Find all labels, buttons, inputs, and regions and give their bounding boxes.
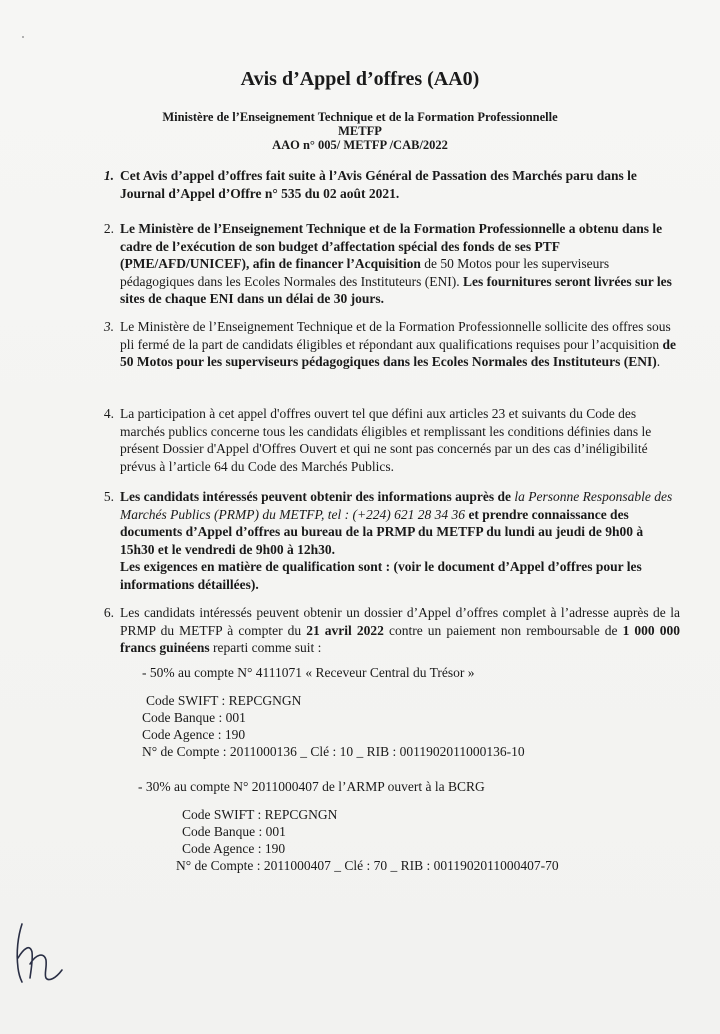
paragraph-text-bold: Les fournitures seront livrées sur les sites de chaque ENI dans un délai de 30 jours. xyxy=(120,273,672,306)
paragraph-text-bold: Les exigences en matière de qualification sont : (voir le document d’Appel d’offres pour les informations détaillées). xyxy=(120,559,642,592)
paragraph-6 xyxy=(103,604,680,657)
payment-1-agency: Code Agence : 190 xyxy=(142,727,246,742)
payment-1-line: - 50% au compte N° 4111071 « Receveur Central du Trésor » xyxy=(142,665,475,680)
payment-2-agency: Code Agence : 190 xyxy=(182,841,286,856)
paragraph-number: 2. xyxy=(103,221,114,236)
paragraph-text-bold: de 50 Motos pour les superviseurs pédagogiques dans les Ecoles Normales des Instituteurs (ENI) xyxy=(120,336,676,369)
paragraph-1 xyxy=(103,167,680,202)
tender-reference: AAO n° 005/ METFP /CAB/2022 xyxy=(272,138,448,152)
signature-initials xyxy=(6,918,76,988)
payment-1-swift: Code SWIFT : REPCGNGN xyxy=(146,693,302,708)
paragraph-text: Cet Avis d’appel d’offres fait suite à l’Avis Général de Passation des Marchés paru dans le Journal d’Appel d’Offre n° 535 du 02 août 2021. xyxy=(120,168,637,201)
paragraph-text: La participation à cet appel d'offres ouvert tel que défini aux articles 23 et suivants du Code des marchés publics concerne tous les candidats éligibles et remplissant les conditions définies dans le présent Dossier d'Appel d'Offres Ouvert et qui ne sont pas concernés par un des cas d’inéligibilité prévus à l’article 64 du Code des Marchés Publics. xyxy=(120,406,652,474)
paragraph-5 xyxy=(103,488,680,593)
paragraph-text: Les candidats intéressés peuvent obtenir un dossier d’Appel d’offres complet à l’adresse auprès de la PRMP du METFP à compter du xyxy=(120,605,680,638)
paragraph-3 xyxy=(103,318,680,371)
paragraph-text: Le Ministère de l’Enseignement Technique et de la Formation Professionnelle sollicite des offres sous pli fermé de la part de candidats éligibles et répondant aux qualifications requises pour l’acquisition xyxy=(120,319,671,352)
paragraph-text-bold: Le Ministère de l’Enseignement Technique et de la Formation Professionnelle a obtenu dans le cadre de l’exécution de son budget d’affectation spécial des fonds de ses PTF (PME/AFD/UNICEF), afin de financer l’Acquisition xyxy=(120,221,663,271)
paragraph-amount: 1 000 000 francs guinéens xyxy=(120,622,680,655)
paragraph-number: 4. xyxy=(103,406,114,421)
document-header xyxy=(0,110,720,152)
paragraph-text: . xyxy=(656,354,661,369)
paragraph-4 xyxy=(103,405,680,475)
paragraph-text-italic: la Personne Responsable des Marchés Publics (PRMP) du METFP, tel : (+224) 621 28 34 36 xyxy=(120,489,673,522)
paragraph-number: 1. xyxy=(103,168,114,183)
paragraph-number: 5. xyxy=(103,489,114,504)
payment-2-account: N° de Compte : 2011000407 _ Clé : 70 _ RIB : 0011902011000407-70 xyxy=(176,858,559,873)
payment-2-bank: Code Banque : 001 xyxy=(182,824,286,839)
payment-1-account: N° de Compte : 2011000136 _ Clé : 10 _ RIB : 0011902011000136-10 xyxy=(142,744,525,759)
payment-1-bank: Code Banque : 001 xyxy=(142,710,246,725)
paragraph-2 xyxy=(103,220,680,308)
paragraph-date: 21 avril 2022 xyxy=(306,622,384,638)
ministry-name: Ministère de l’Enseignement Technique et de la Formation Professionnelle xyxy=(162,110,558,124)
paragraph-text: de 50 Motos pour les superviseurs pédagogiques dans les Ecoles Normales des Instituteurs (ENI). xyxy=(120,256,610,289)
ministry-acronym: METFP xyxy=(338,124,382,138)
paragraph-text-bold: et prendre connaissance des documents d’Appel d’offres au bureau de la PRMP du METFP du lundi au jeudi de 9h00 à 15h30 et le vendredi de 9h00 à 12h30. xyxy=(120,506,644,557)
paragraph-text: reparti comme suit : xyxy=(209,640,322,655)
paragraph-text: contre un paiement non remboursable de xyxy=(383,622,623,638)
payment-2-line: - 30% au compte N° 2011000407 de l’ARMP ouvert à la BCRG xyxy=(138,779,485,794)
payment-2-swift: Code SWIFT : REPCGNGN xyxy=(182,807,338,822)
scan-speck xyxy=(22,36,24,38)
paragraph-number: 3. xyxy=(103,319,114,334)
document-title: Avis d’Appel d’offres (AA0) xyxy=(240,68,480,90)
paragraph-number: 6. xyxy=(103,605,114,620)
paragraph-text-bold: Les candidats intéressés peuvent obtenir des informations auprès de xyxy=(120,489,515,504)
